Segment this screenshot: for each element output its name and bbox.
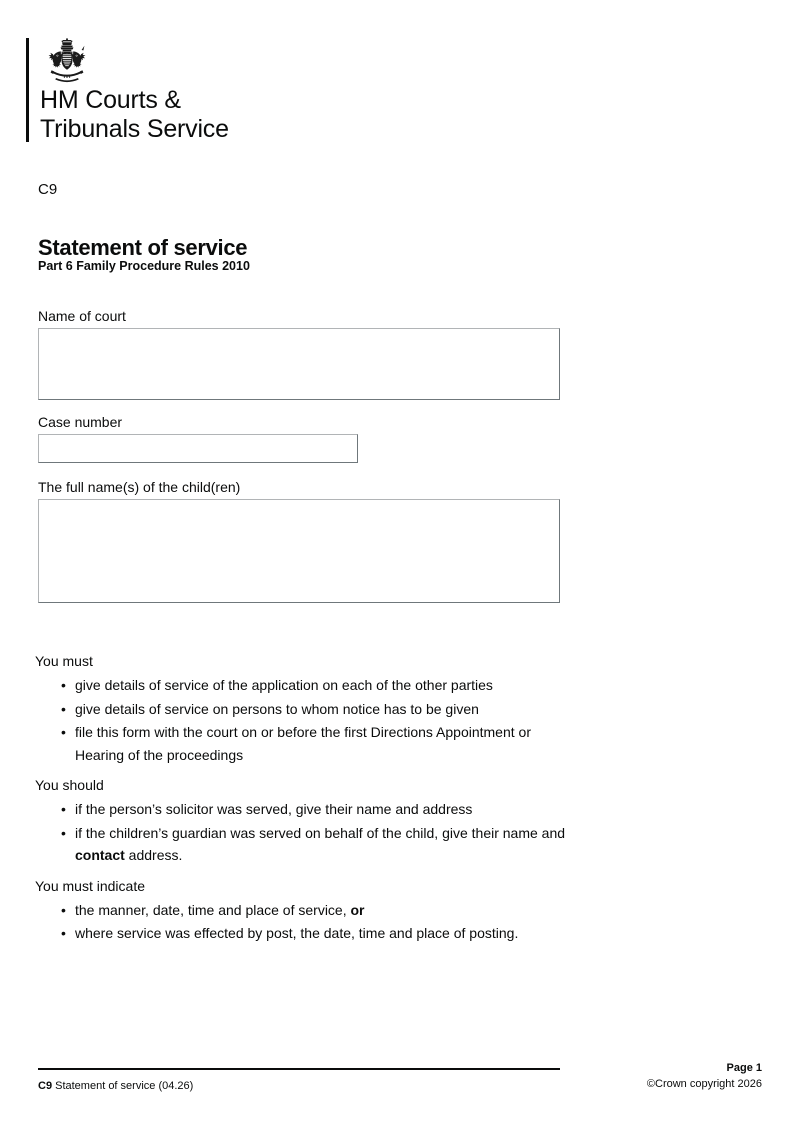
form-subtitle: Part 6 Family Procedure Rules 2010 — [38, 259, 250, 273]
footer-meta — [647, 1060, 762, 1092]
instruction-list — [35, 674, 575, 766]
instruction-group-you-should — [35, 775, 575, 867]
item-text: if the person’s solicitor was served, give their name and address — [75, 801, 473, 817]
instructions-section — [35, 651, 575, 954]
list-item — [35, 922, 575, 945]
field-group-name-of-court — [38, 307, 560, 400]
label-child-names: The full name(s) of the child(ren) — [38, 479, 241, 495]
item-text: file this form with the court on or before the first Directions Appointment or Hearing of the proceedings — [75, 724, 531, 763]
footer-form-reference — [38, 1079, 193, 1093]
hmcts-wordmark-line1: HM Courts & — [40, 86, 181, 114]
field-group-case-number — [38, 413, 358, 463]
masthead-vertical-rule — [26, 38, 29, 142]
item-text-tail: address. — [124, 847, 183, 863]
item-text-emphasis: or — [350, 901, 365, 918]
label-name-of-court: Name of court — [38, 308, 126, 324]
page-number: Page 1 — [726, 1062, 762, 1074]
list-item — [35, 698, 575, 721]
item-text: if the children’s guardian was served on behalf of the child, give their name and — [75, 824, 566, 841]
list-item — [35, 674, 575, 697]
copyright-notice: ©Crown copyright 2026 — [646, 1078, 762, 1090]
item-text: the manner, date, time and place of service, — [75, 901, 351, 918]
item-text: where service was effected by post, the date, time and place of posting. — [75, 925, 519, 941]
instruction-list — [35, 899, 575, 945]
page-title: Statement of service — [38, 234, 248, 260]
footer-form-code: C9 — [38, 1080, 53, 1092]
input-child-names[interactable] — [38, 499, 560, 603]
input-name-of-court[interactable] — [38, 328, 560, 400]
instruction-group-you-must-indicate — [35, 876, 575, 945]
list-item — [35, 721, 575, 766]
instruction-list — [35, 798, 575, 867]
list-item — [35, 822, 575, 867]
item-text: give details of service of the application on each of the other parties — [75, 677, 493, 693]
hmcts-wordmark-line2: Tribunals Service — [40, 115, 229, 143]
instruction-heading: You should — [35, 777, 104, 793]
input-case-number[interactable] — [38, 434, 358, 463]
instruction-heading: You must — [35, 653, 93, 669]
hmcts-masthead — [26, 38, 326, 146]
list-item — [35, 899, 575, 922]
footer-divider — [38, 1068, 560, 1070]
list-item — [35, 798, 575, 821]
item-text: give details of service on persons to whom notice has to be given — [75, 700, 479, 717]
royal-coat-of-arms-crest-icon — [41, 38, 93, 86]
form-code: C9 — [38, 181, 58, 198]
instruction-heading: You must indicate — [35, 877, 145, 894]
instruction-group-you-must — [35, 651, 575, 766]
footer-form-description: Statement of service (04.26) — [52, 1080, 194, 1092]
field-group-child-names — [38, 478, 560, 603]
item-text-emphasis: contact — [75, 847, 125, 863]
label-case-number: Case number — [38, 414, 123, 430]
hmcts-wordmark — [40, 86, 229, 144]
